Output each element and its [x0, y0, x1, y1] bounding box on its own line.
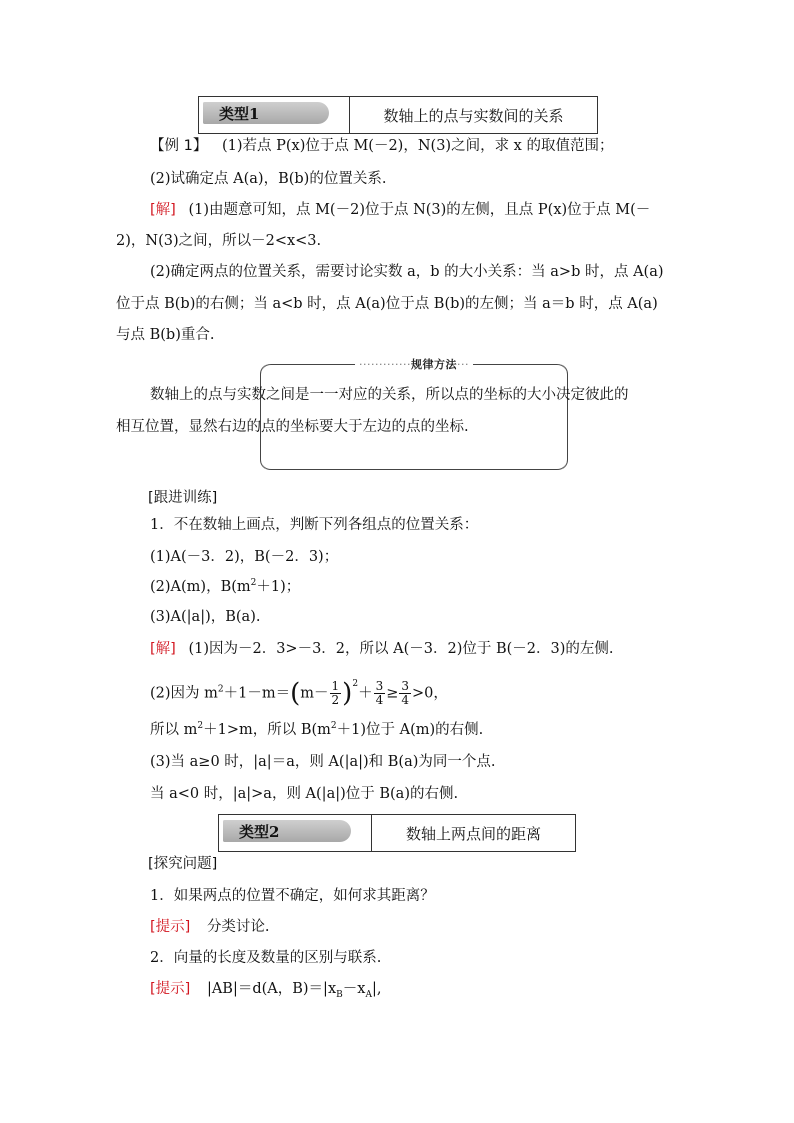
- training-item-2-sup: 2: [250, 578, 257, 589]
- section-tag-cell-2: [219, 815, 372, 851]
- fraction-1: [330, 680, 342, 707]
- fraction-2: [374, 680, 386, 707]
- section-title-2: 数轴上两点间的距离: [405, 824, 541, 843]
- training-item-2-b: ＋1)；: [256, 579, 301, 595]
- training-question: 1．不在数轴上画点，判断下列各组点的位置关系：: [150, 517, 479, 533]
- solution-text-2: 2)，N(3)之间，所以－2<x<3.: [116, 233, 322, 249]
- s2l2-f: >0，: [412, 685, 448, 702]
- solution2-line-3: [150, 721, 483, 739]
- s2l3-c: ＋1)位于 A(m)的右侧.: [336, 722, 484, 738]
- s2l2-d: ＋: [358, 685, 373, 702]
- explore-question-2: 2．向量的长度及数量的区别与联系.: [150, 950, 382, 966]
- a2-b: －x: [342, 981, 366, 997]
- a2-sub2: A: [365, 989, 372, 1000]
- s2l2-c: m－: [300, 685, 329, 702]
- solution2-label: [解]: [150, 641, 176, 657]
- s2l3-sup2: 2: [330, 721, 337, 732]
- method-box-bottom: [261, 459, 567, 470]
- method-label-wrap: [355, 356, 473, 372]
- fraction-2-den: 4: [375, 693, 384, 707]
- paren-close: ): [342, 678, 353, 709]
- s2l2-sup: 2: [217, 684, 224, 695]
- solution-text-1: (1)由题意可知，点 M(－2)位于点 N(3)的左侧，且点 P(x)位于点 M(－: [188, 202, 651, 218]
- method-text-2: 相互位置，显然右边的点的坐标要大于左边的点的坐标.: [116, 419, 469, 435]
- s2l3-a: 所以 m: [150, 722, 198, 738]
- method-dots-right: ···: [456, 358, 469, 371]
- solution-text-3: (2)确定两点的位置关系，需要讨论实数 a，b 的大小关系：当 a>b 时，点 A(a): [150, 264, 664, 280]
- hint-answer-1: 分类讨论.: [206, 919, 270, 935]
- hint-label-1: [提示]: [150, 919, 191, 935]
- solution-line-1: [150, 201, 650, 219]
- s2l3-b: ＋1>m，所以 B(m: [203, 722, 331, 738]
- paren-open: (: [290, 678, 301, 709]
- explore-hint-2: [150, 980, 381, 998]
- solution2-text-5: 当 a<0 时，|a|>a，则 A(|a|)位于 B(a)的右侧.: [150, 786, 459, 802]
- example-line-1: [150, 137, 613, 155]
- solution-label: [解]: [150, 202, 176, 218]
- training-item-1: (1)A(－3．2)，B(－2．3)；: [150, 549, 339, 565]
- hint-answer-2: [206, 981, 382, 1000]
- training-item-3: (3)A(|a|)，B(a).: [150, 609, 261, 625]
- s2l2-sup2: 2: [352, 678, 359, 689]
- s2l2-a: (2)因为 m: [150, 685, 218, 702]
- explore-label: [探究问题]: [148, 856, 218, 872]
- fraction-2-num: 3: [375, 679, 384, 693]
- s2l3-sup: 2: [197, 721, 204, 732]
- a2-c: |,: [371, 981, 382, 997]
- section-header-2: [218, 814, 576, 852]
- fraction-3-den: 4: [401, 693, 409, 707]
- method-dots-left: ·············: [359, 358, 411, 371]
- training-label: [跟进训练]: [148, 490, 218, 506]
- example-label: 【例 1】: [150, 138, 208, 154]
- section-tag-cell: [199, 97, 350, 133]
- solution2-text-1: (1)因为－2．3>－3．2，所以 A(－3．2)位于 B(－2．3)的左侧.: [188, 641, 614, 657]
- explore-hint-1: [150, 918, 270, 936]
- solution-text-4: 位于点 B(b)的右侧；当 a<b 时，点 A(a)位于点 B(b)的左侧；当 a＝b 时，点 A(a): [116, 296, 658, 312]
- training-item-2: [150, 578, 300, 596]
- section-title: 数轴上的点与实数间的关系: [383, 106, 564, 125]
- solution2-text-4: (3)当 a≥0 时，|a|＝a，则 A(|a|)和 B(a)为同一个点.: [150, 754, 496, 770]
- a2-sub1: B: [336, 989, 343, 1000]
- s2l2-b: ＋1－m＝: [223, 685, 291, 702]
- example-question-2: (2)试确定点 A(a)，B(b)的位置关系.: [150, 171, 387, 187]
- fraction-3-num: 3: [401, 679, 409, 693]
- solution2-line-2: [150, 680, 448, 707]
- s2l2-e: ≥: [386, 685, 399, 702]
- fraction-1-num: 1: [331, 679, 340, 693]
- fraction-3: [399, 680, 411, 707]
- explore-question-1: 1．如果两点的位置不确定，如何求其距离？: [150, 888, 435, 904]
- example-question-1: (1)若点 P(x)位于点 M(－2)，N(3)之间，求 x 的取值范围；: [221, 138, 614, 154]
- method-box: [260, 358, 568, 470]
- a2-a: |AB|＝d(A，B)＝|x: [206, 981, 337, 997]
- section-header-1: [198, 96, 598, 134]
- method-label: 规律方法: [410, 358, 457, 371]
- training-item-2-a: (2)A(m)，B(m: [150, 579, 251, 595]
- solution2-line-1: [150, 640, 614, 658]
- hint-label-2: [提示]: [150, 981, 191, 997]
- method-text-1: 数轴上的点与实数之间是一一对应的关系，所以点的坐标的大小决定彼此的: [150, 387, 629, 403]
- solution-text-5: 与点 B(b)重合.: [116, 327, 215, 343]
- fraction-1-den: 2: [331, 693, 340, 707]
- section-tag: 类型1: [219, 105, 260, 123]
- section-tag-2: 类型2: [239, 823, 280, 841]
